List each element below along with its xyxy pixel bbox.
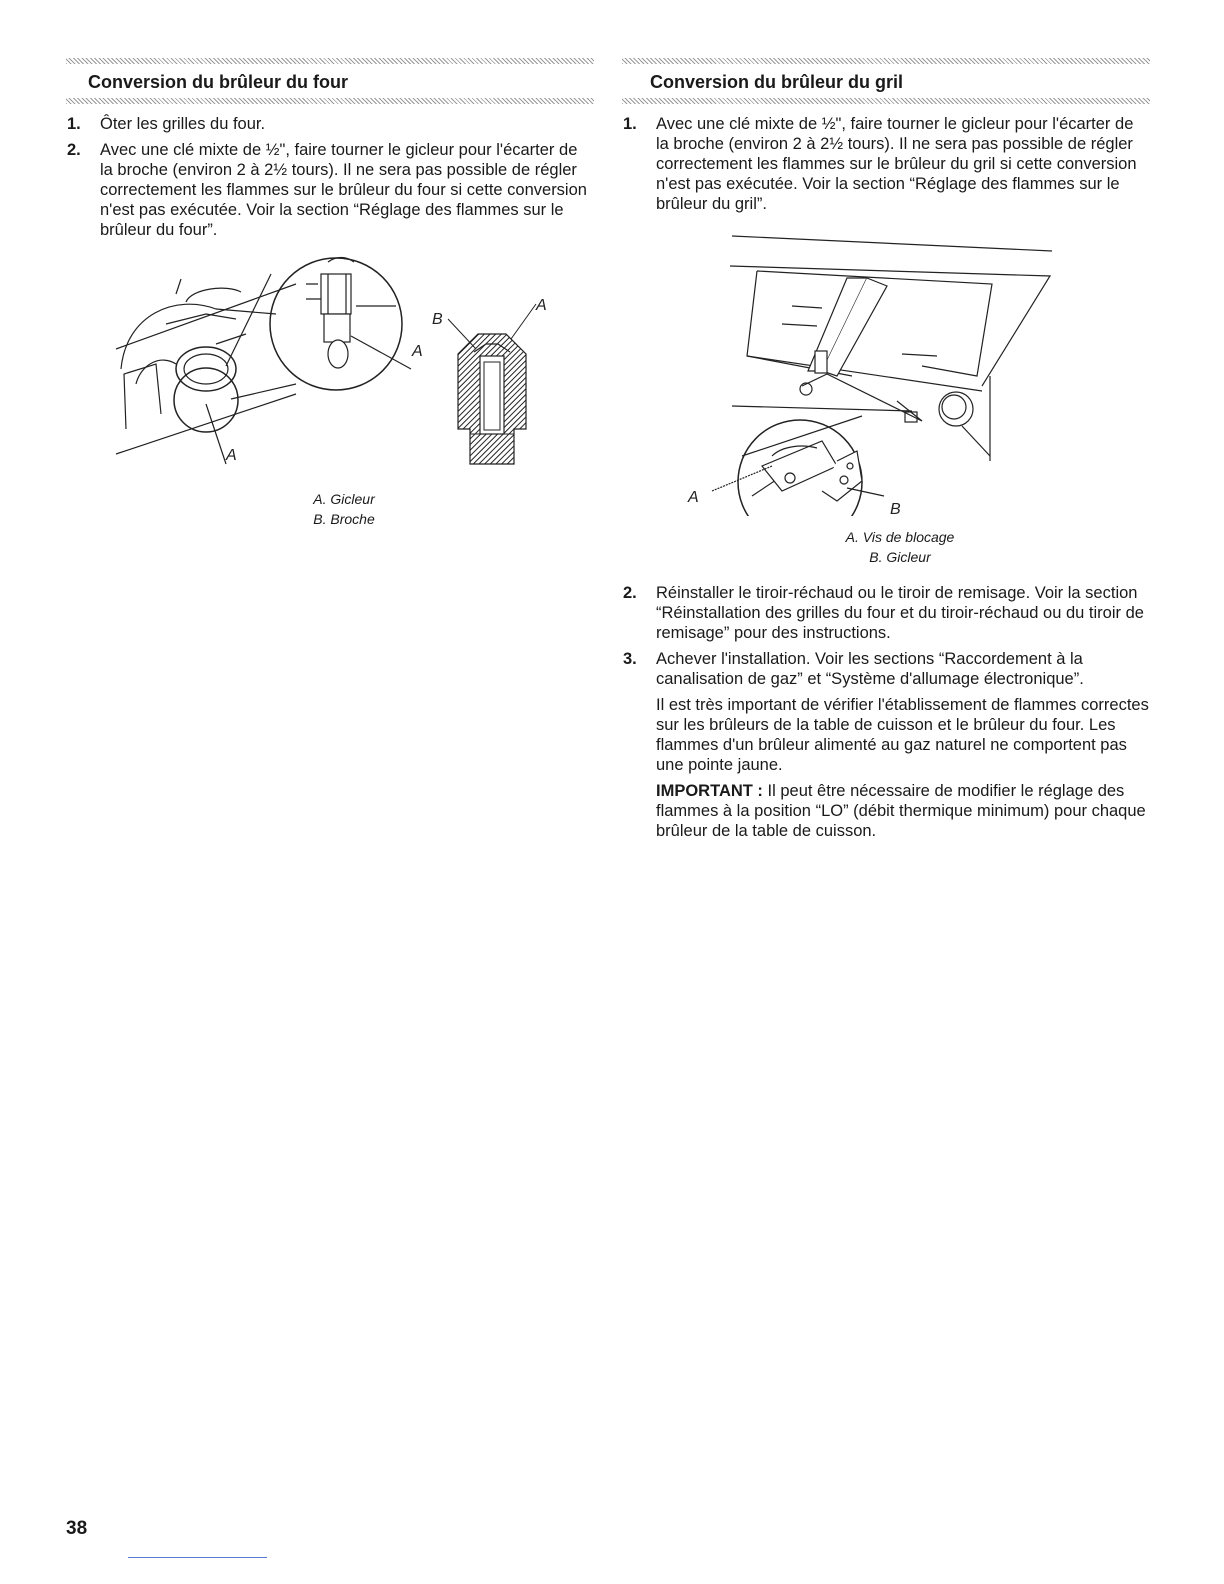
important-text: Il peut être nécessaire de modifier le réglage des flammes à la position “LO” (débit thermique minimum) pour chaque brûleur de la table de cuisson. xyxy=(656,782,1146,840)
left-column xyxy=(66,58,594,529)
right-column xyxy=(622,58,1150,847)
label-b: B xyxy=(432,311,443,328)
page-number: 38 xyxy=(66,1518,88,1539)
step-text: Avec une clé mixte de ½", faire tourner le gicleur pour l'écarter de la broche (environ 2 à 2½ tours). Il ne sera pas possible de régler correctement les flammes sur le brûleur du gril si cette conversion n'est pas exécutée. Voir la section “Réglage des flammes sur le brûleur du gril”. xyxy=(656,115,1137,213)
list-item xyxy=(622,114,1150,214)
section-header-broil xyxy=(622,58,1150,104)
hatch-rule xyxy=(622,58,1150,64)
caption-line: B. Broche xyxy=(313,511,375,527)
list-item xyxy=(622,649,1150,841)
label-b: B xyxy=(890,501,901,516)
broil-steps-2 xyxy=(622,583,1150,841)
footer-rule xyxy=(128,1557,267,1558)
step-number: 1. xyxy=(623,115,637,133)
important-note xyxy=(656,781,1150,841)
figure-caption xyxy=(66,489,594,529)
step-number: 2. xyxy=(623,584,637,602)
section-title-broil: Conversion du brûleur du gril xyxy=(650,72,904,92)
step-text: Ôter les grilles du four. xyxy=(100,115,266,133)
label-a: A xyxy=(412,343,423,360)
list-item xyxy=(66,114,594,134)
hatch-rule xyxy=(622,98,1150,104)
label-a: A xyxy=(536,297,547,314)
label-a: A xyxy=(226,447,237,464)
step-number: 1. xyxy=(67,115,81,133)
broil-burner-illustration xyxy=(622,226,1150,516)
list-item xyxy=(66,140,594,240)
broil-burner-figure xyxy=(622,226,1150,567)
section-header-oven xyxy=(66,58,594,104)
caption-line: B. Gicleur xyxy=(869,549,931,565)
important-label: IMPORTANT : xyxy=(656,782,763,800)
figure-caption xyxy=(622,527,1150,567)
label-a: A xyxy=(688,489,699,506)
orifice-cross-section xyxy=(448,304,536,464)
step-text: Achever l'installation. Voir les sections “Raccordement à la canalisation de gaz” et “Système d'allumage électronique”. xyxy=(656,650,1084,688)
step-number: 3. xyxy=(623,650,637,668)
caption-line: A. Gicleur xyxy=(313,491,375,507)
step-paragraph: Il est très important de vérifier l'établissement de flammes correctes sur les brûleurs de la table de cuisson et le brûleur du four. Les flammes d'un brûleur alimenté au gaz naturel ne comportent pas une pointe jaune. xyxy=(656,696,1149,774)
step-number: 2. xyxy=(67,141,81,159)
hatch-rule xyxy=(66,58,594,64)
oven-burner-illustration xyxy=(66,254,594,484)
hatch-rule xyxy=(66,98,594,104)
list-item xyxy=(622,583,1150,643)
broil-steps-1 xyxy=(622,114,1150,214)
oven-burner-figure xyxy=(66,254,594,529)
step-text: Avec une clé mixte de ½", faire tourner le gicleur pour l'écarter de la broche (environ 2 à 2½ tours). Il ne sera pas possible de régler correctement les flammes sur le brûleur du four si cette conversion n'est pas exécutée. Voir la section “Réglage des flammes sur le brûleur du four”. xyxy=(100,141,587,239)
section-title-oven: Conversion du brûleur du four xyxy=(88,72,348,92)
step-text: Réinstaller le tiroir-réchaud ou le tiroir de remisage. Voir la section “Réinstallation des grilles du four et du tiroir-réchaud ou du tiroir de remisage” pour des instructions. xyxy=(656,584,1144,642)
oven-steps xyxy=(66,114,594,240)
caption-line: A. Vis de blocage xyxy=(845,529,955,545)
